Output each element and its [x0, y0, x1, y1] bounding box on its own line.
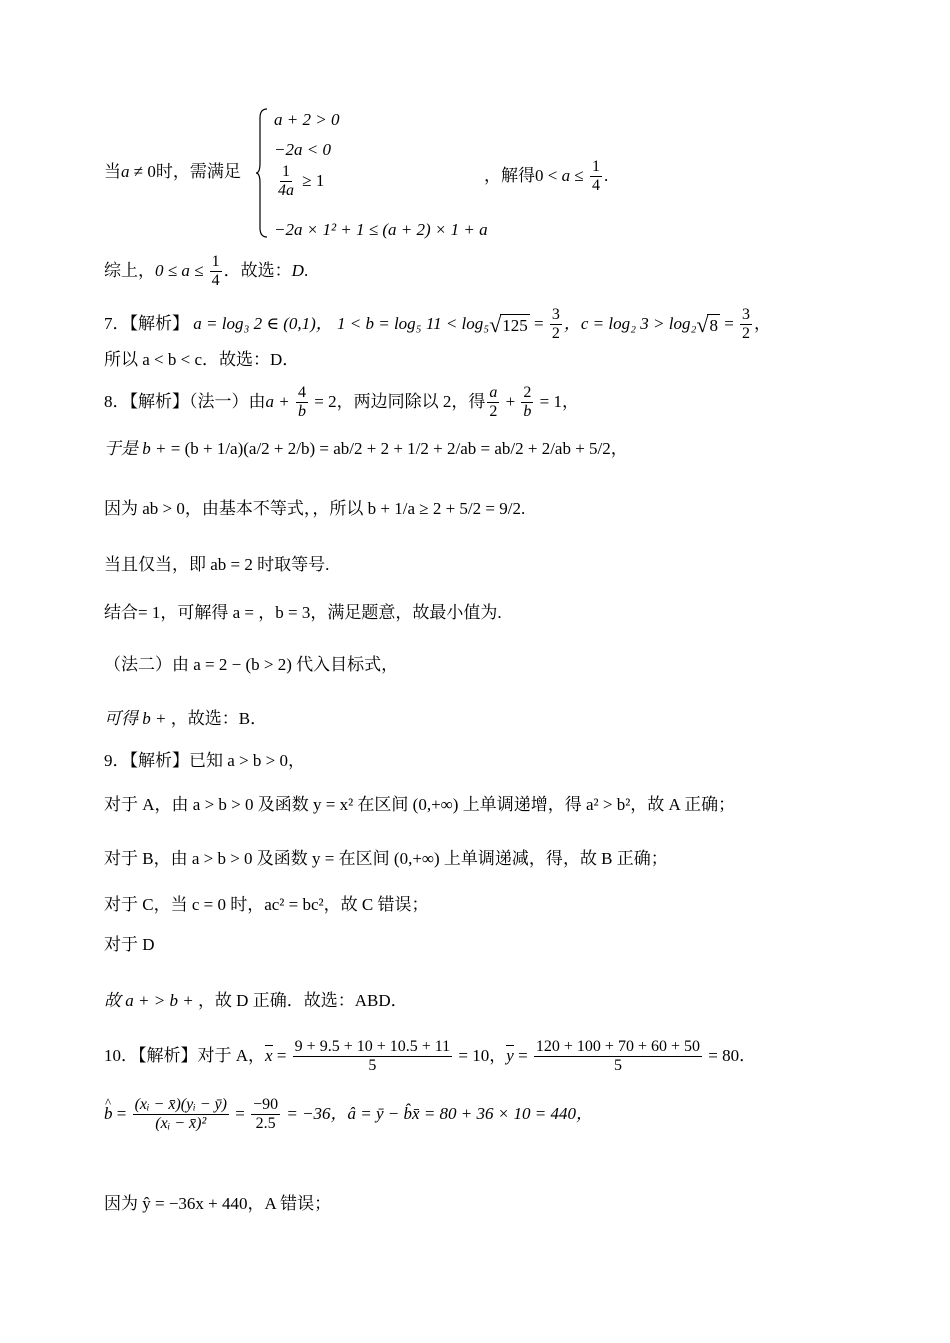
system-row-4: −2a × 1² + 1 ≤ (a + 2) × 1 + a: [274, 220, 488, 239]
q9-line-A: 对于 A，由 a > b > 0 及函数 y = x² 在区间 (0,+∞) 上单调递增，得 a² > b²，故 A 正确；: [104, 795, 736, 814]
q10-line-1: 10．【解析】对于 A，x = $\frac{9 + 9.5 + 10 + 10.5 + 11}{5}$ = 10，y = $\frac{120 + 100 + 70 + 60 + 50}{5}$ = 80．: [104, 1038, 757, 1075]
q10-line-2: ^ b = $\frac{\text{(xᵢ − x̄)(yᵢ − ȳ)}}{\text{(xᵢ − x̄)²}}$ = $\frac{-90}{2.5}$ = −36，â = ȳ − b̂x̄ = 80 + 36 × 10 = 440，: [104, 1096, 593, 1134]
q9-line-B: 对于 B，由 a > b > 0 及函数 y = 在区间 (0,+∞) 上单调递减，得，故 B 正确；: [104, 849, 668, 868]
q9-line-label: 9．【解析】已知 a > b > 0，: [104, 751, 305, 770]
q9-line-D: 对于 D: [104, 935, 155, 954]
line-condition-result: ，解得0 < a ≤ $\frac{1}{4}$ .: [484, 158, 609, 195]
inequality-system: [256, 108, 496, 243]
q8-line-2: 于是 b + = (b + 1/a)(a/2 + 2/b) = ab/2 + 2 + 1/2 + 2/ab = ab/2 + 2/ab + 5/2，: [104, 439, 628, 458]
system-row-2: −2a < 0: [274, 140, 331, 159]
q8-line-3: 因为 ab > 0，由基本不等式，，所以 b + 1/a ≥ 2 + 5/2 = 9/2.: [104, 499, 526, 518]
system-row-1: a + 2 > 0: [274, 110, 340, 129]
q7-line-2: 所以 a < b < c．故选：D．: [104, 350, 300, 369]
q8-line-6: （法二）由 a = 2 − (b > 2) 代入目标式，: [104, 655, 399, 674]
q8-line-5: 结合= 1，可解得 a = ，b = 3，满足题意，故最小值为.: [104, 603, 502, 622]
line-summary: 综上，0 ≤ a ≤ $\frac{1}{4}$ ．故选：D.: [104, 253, 309, 290]
q9-line-C: 对于 C，当 c = 0 时，ac² = bc²，故 C 错误；: [104, 895, 429, 914]
q9-line-E: 故 a + > b + ，故 D 正确．故选：ABD．: [104, 991, 408, 1010]
brace-icon: [256, 108, 268, 238]
q8-line-7: 可得 b + ，故选：B．: [104, 709, 268, 728]
line-condition: 当a ≠ 0时，需满足: [104, 162, 241, 181]
q8-line-4: 当且仅当，即 ab = 2 时取等号.: [104, 555, 330, 574]
system-row-3: $\frac{1}{4a}$ ≥ 1: [278, 163, 325, 200]
q7-line-1: 7．【解析】 a = log₃ 2 ∈ (0,1)， 1 < b = log₅ 11 < log₅ √ 125 = $\frac{3}{2}$ ，c = log₂ 3 > log₂ √ 8 = $\frac{3}{2}$ ，: [104, 306, 772, 343]
q10-line-3: 因为 ŷ = −36x + 440，A 错误；: [104, 1194, 332, 1213]
q8-line-1: 8．【解析】（法一）由a + $\frac{4}{b}$ = 2，两边同除以 2，得 $\frac{a}{2}$ + $\frac{2}{b}$ = 1，: [104, 384, 580, 421]
